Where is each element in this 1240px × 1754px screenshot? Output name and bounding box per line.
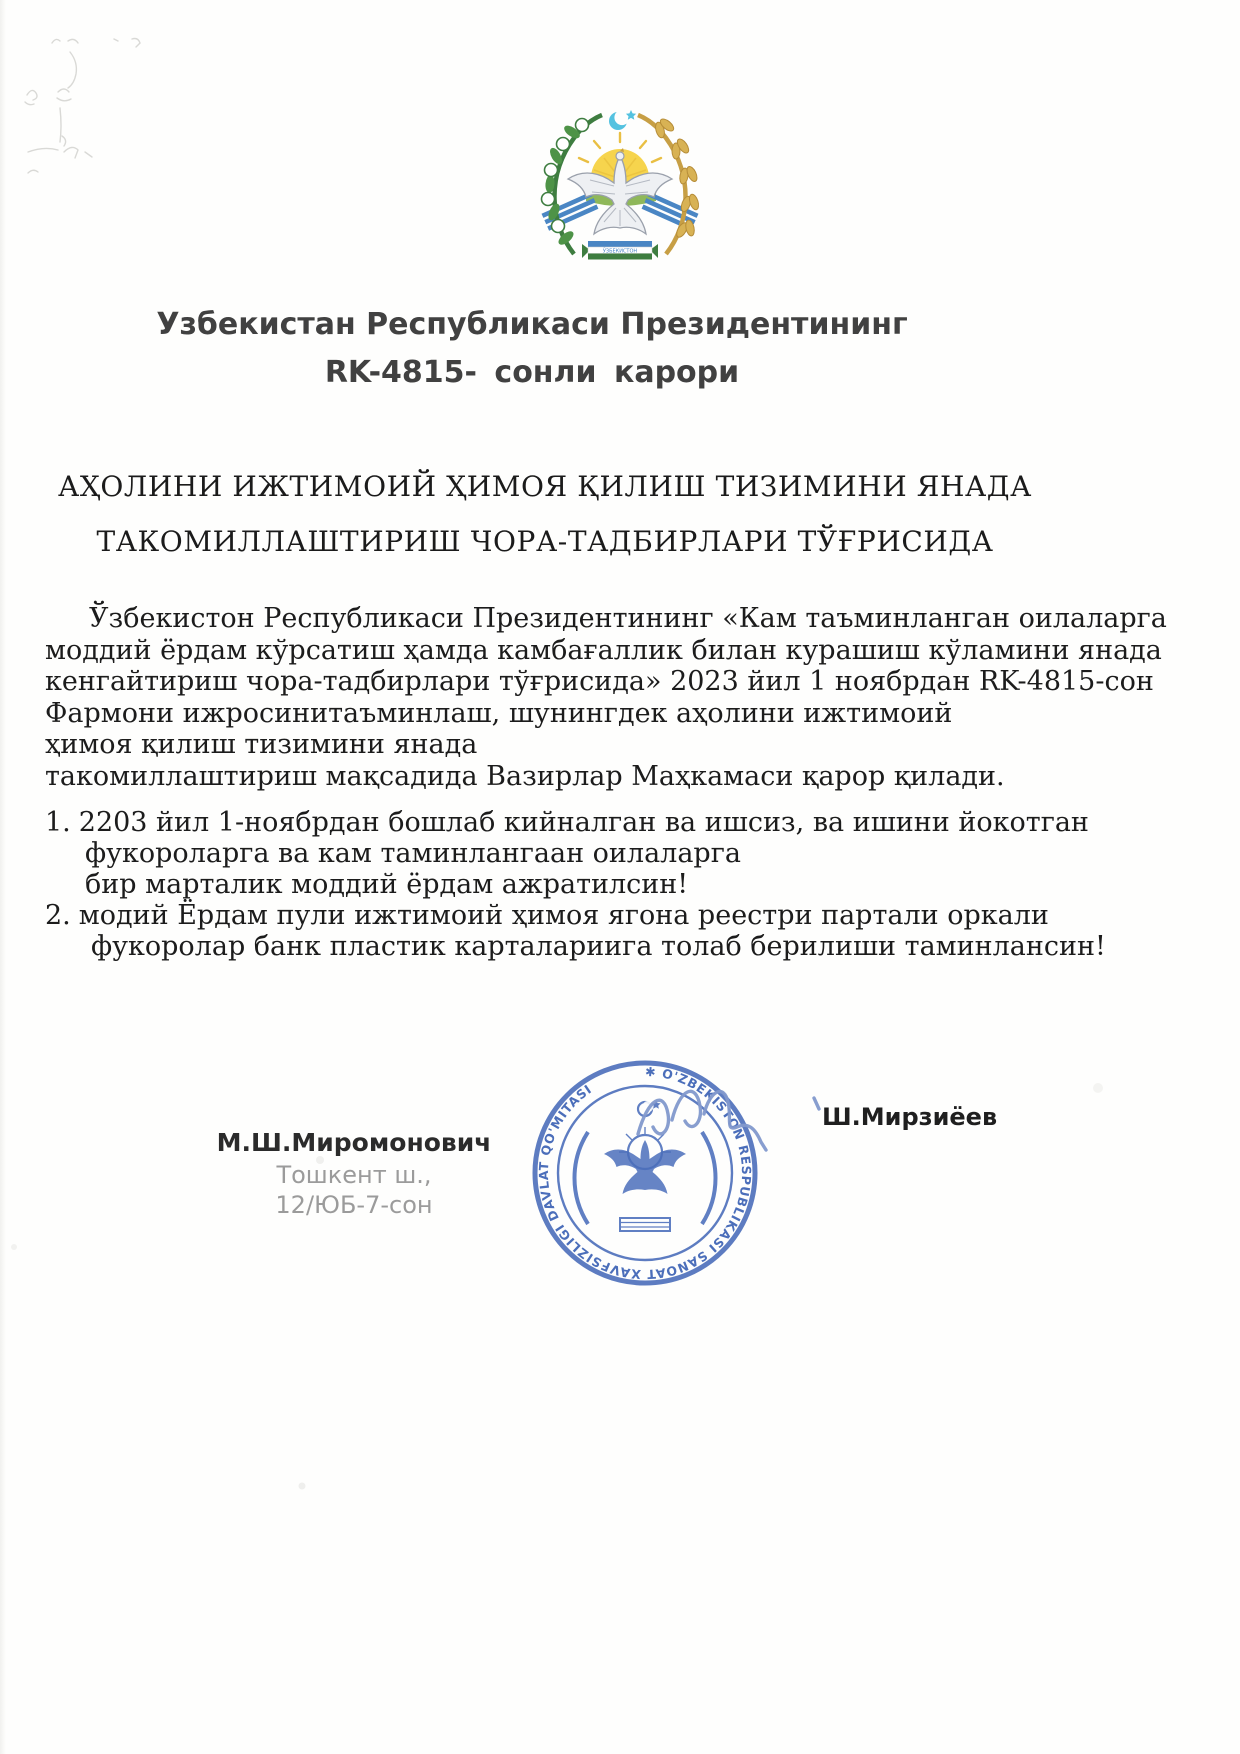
body-line: такомиллаштириш мақсадида Вазирлар Маҳкамаси қарор қилади. <box>45 760 1005 792</box>
list-item-2 <box>45 900 1165 931</box>
left-signature-block <box>180 1126 528 1220</box>
document-subject-heading <box>0 459 1090 569</box>
emblem-banner-text: ЎЗБЕКИСТОН <box>602 248 638 255</box>
list-item-1-cont: бир марталик моддий ёрдам ажратилсин! <box>85 869 689 900</box>
list-item-2-cont: фукоролар банк пластик карталариига толаб берилиши таминлансин! <box>91 931 1106 962</box>
title-line-2: RK-4815- сонли карори <box>324 355 740 390</box>
seal-ring-text: ✱ O'ZBEKISTON RESPUBLIKASI SANOAT XAVFSIZLIGI DAVLAT QO'MITASI <box>535 1063 755 1283</box>
body-line: Фармони ижросинитаъминлаш, шунингдек аҳолини ижтимоий <box>45 697 953 729</box>
list-item-number: 2. <box>45 900 71 931</box>
signer-name-left: М.Ш.Миромонович <box>216 1128 492 1157</box>
list-item-1-cont: фукороларга ва кам таминлангаан оилаларга <box>85 838 741 869</box>
uzbekistan-state-emblem-icon <box>534 104 706 272</box>
body-paragraph <box>45 603 1167 792</box>
document-reference-number: 12/ЮБ-7-сон <box>275 1191 433 1219</box>
title-line-1: Узбекистан Республикаси Президентининг <box>156 307 908 342</box>
signer-name-right: Ш.Мирзиёев <box>822 1103 998 1131</box>
document-title <box>0 301 1064 397</box>
list-item-text: модий Ёрдам пули ижтимоий ҳимоя ягона реестри партали оркали <box>78 900 1049 931</box>
body-line: моддий ёрдам кўрсатиш ҳамда камбағаллик билан курашиш кўламини янада <box>45 634 1162 666</box>
body-line: Ўзбекистон Республикаси Президентининг «Кам таъминланган оилаларга <box>89 603 1167 634</box>
list-item-1 <box>45 807 1165 838</box>
resolution-list <box>45 807 1165 962</box>
heading-line-1: АҲОЛИНИ ИЖТИМОИЙ ҲИМОЯ ҚИЛИШ ТИЗИМИНИ ЯНАДА <box>58 470 1032 503</box>
signer-city: Тошкент ш., <box>276 1161 432 1189</box>
heading-line-2: ТАКОМИЛЛАШТИРИШ ЧОРА-ТАДБИРЛАРИ ТЎҒРИСИДА <box>96 525 994 558</box>
list-item-text: 2203 йил 1-ноябрдан бошлаб кийналган ва ишсиз, ва ишини йокотган <box>78 807 1089 838</box>
body-line: ҳимоя қилиш тизимини янада <box>45 729 478 760</box>
list-item-number: 1. <box>45 807 71 838</box>
body-line: кенгайтириш чора-тадбирлари тўғрисида» 2023 йил 1 ноябрдан RK-4815-сон <box>45 666 1154 697</box>
